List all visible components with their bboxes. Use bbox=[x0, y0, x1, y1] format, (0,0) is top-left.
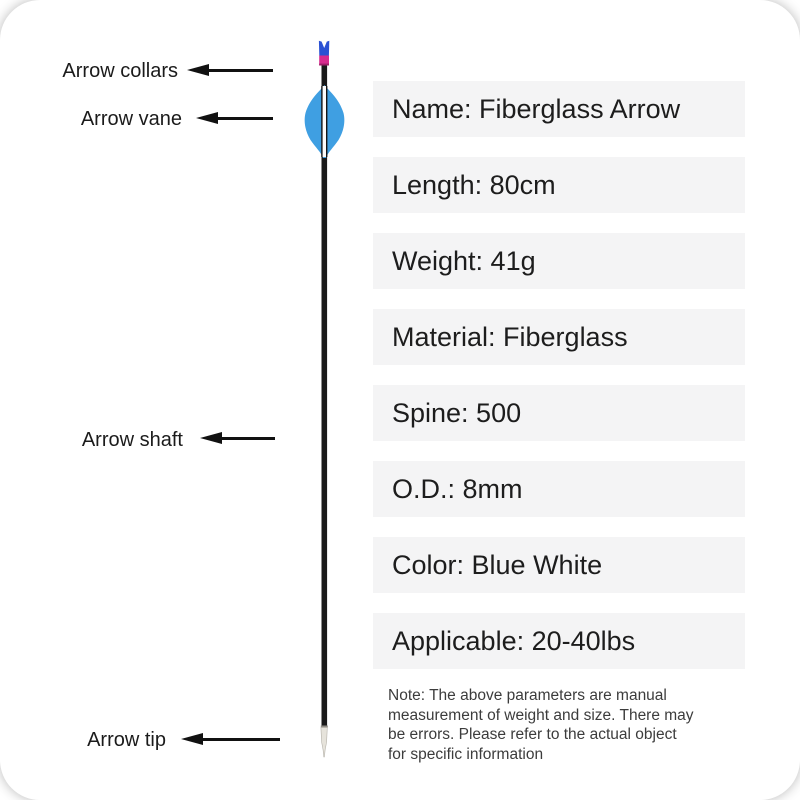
pointer-arrow-shaft-icon bbox=[221, 437, 275, 440]
spec-row-material: Material: Fiberglass bbox=[373, 309, 745, 365]
note bbox=[388, 686, 733, 764]
label-arrow-vane: Arrow vane bbox=[80, 108, 182, 130]
label-arrow-collars: Arrow collars bbox=[62, 60, 178, 82]
label-arrow-shaft: Arrow shaft bbox=[81, 429, 183, 451]
spec-row-color: Color: Blue White bbox=[373, 537, 745, 593]
spec-list bbox=[373, 81, 745, 689]
vane-stripe bbox=[323, 86, 326, 157]
arrow-collar-shade bbox=[319, 64, 329, 66]
pointer-arrow-collars-icon bbox=[208, 69, 273, 72]
spec-row-name: Name: Fiberglass Arrow bbox=[373, 81, 745, 137]
spec-row-length: Length: 80cm bbox=[373, 157, 745, 213]
spec-row-od: O.D.: 8mm bbox=[373, 461, 745, 517]
label-arrow-tip: Arrow tip bbox=[87, 729, 166, 751]
note-line: for specific information bbox=[388, 745, 544, 763]
arrow-nock bbox=[319, 41, 329, 56]
spec-row-spine: Spine: 500 bbox=[373, 385, 745, 441]
arrow-shaft bbox=[322, 65, 328, 726]
note-line: be errors. Please refer to the actual object bbox=[388, 726, 677, 743]
arrow-tip bbox=[321, 728, 327, 758]
spec-row-weight: Weight: 41g bbox=[373, 233, 745, 289]
note-line: Note: The above parameters are manual bbox=[388, 687, 667, 704]
pointer-arrow-tip-icon bbox=[202, 738, 280, 741]
spec-row-applicable: Applicable: 20-40lbs bbox=[373, 613, 745, 669]
arrow-figure bbox=[290, 36, 358, 760]
pointer-arrow-vane-icon bbox=[217, 117, 273, 120]
note-line: measurement of weight and size. There may bbox=[388, 706, 694, 724]
